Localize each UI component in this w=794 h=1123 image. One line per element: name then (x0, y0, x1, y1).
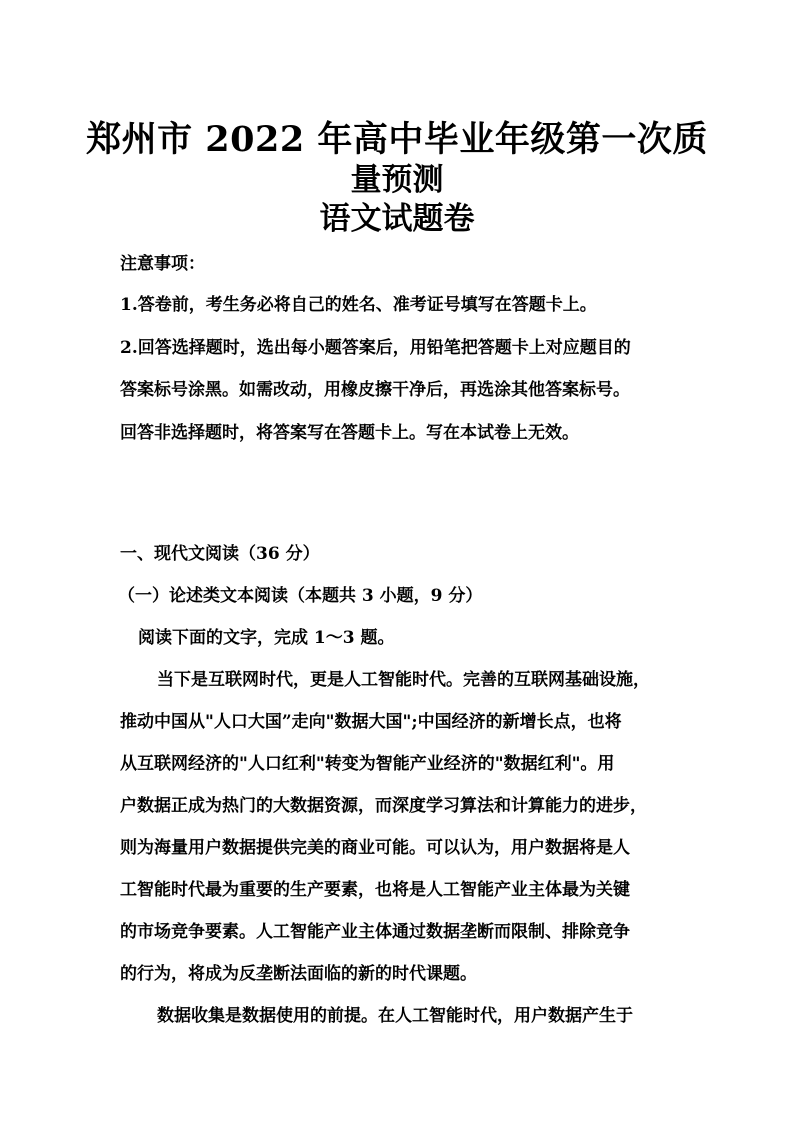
passage-line: 当下是互联网时代，更是人工智能时代。完善的互联网基础设施， (157, 670, 650, 690)
passage-line: 则为海量用户数据提供完美的商业可能。可以认为，用户数据将是人 (120, 838, 630, 858)
passage-line: 推动中国从"人口大国”走向"数据大国";中国经济的新增长点，也将 (120, 712, 622, 732)
passage-line: 工智能时代最为重要的生产要素，也将是人工智能产业主体最为关键 (120, 880, 630, 900)
subsection-heading: （一）论述类文本阅读（本题共 3 小题，9 分） (118, 586, 483, 606)
notice-line: 2.回答选择题时，选出每小题答案后，用铅笔把答题卡上对应题目的 (120, 338, 631, 358)
notice-line: 1.答卷前，考生务必将自己的姓名、准考证号填写在答题卡上。 (120, 295, 597, 315)
passage-line: 户数据正成为热门的大数据资源，而深度学习算法和计算能力的进步， (120, 796, 647, 816)
reading-instruction: 阅读下面的文字，完成 1～3 题。 (138, 628, 395, 648)
passage-line: 的市场竞争要素。人工智能产业主体通过数据垄断而限制、排除竞争 (120, 922, 630, 942)
notice-line: 回答非选择题时，将答案写在答题卡上。写在本试卷上无效。 (120, 423, 579, 443)
section-heading: 一、现代文阅读（36 分） (120, 544, 320, 564)
exam-title-line1: 郑州市 2022 年高中毕业年级第一次质 (86, 119, 708, 160)
passage-line: 数据收集是数据使用的前提。在人工智能时代，用户数据产生于 (157, 1006, 633, 1026)
notice-heading: 注意事项： (120, 254, 205, 274)
notice-line: 答案标号涂黑。如需改动，用橡皮擦干净后，再选涂其他答案标号。 (120, 380, 630, 400)
exam-subject-title: 语文试题卷 (319, 201, 475, 237)
passage-line: 的行为，将成为反垄断法面临的新的时代课题。 (120, 964, 477, 984)
exam-title-line2: 量预测 (350, 162, 444, 198)
passage-line: 从互联网经济的"人口红利"转变为智能产业经济的"数据红利"。用 (120, 754, 615, 774)
